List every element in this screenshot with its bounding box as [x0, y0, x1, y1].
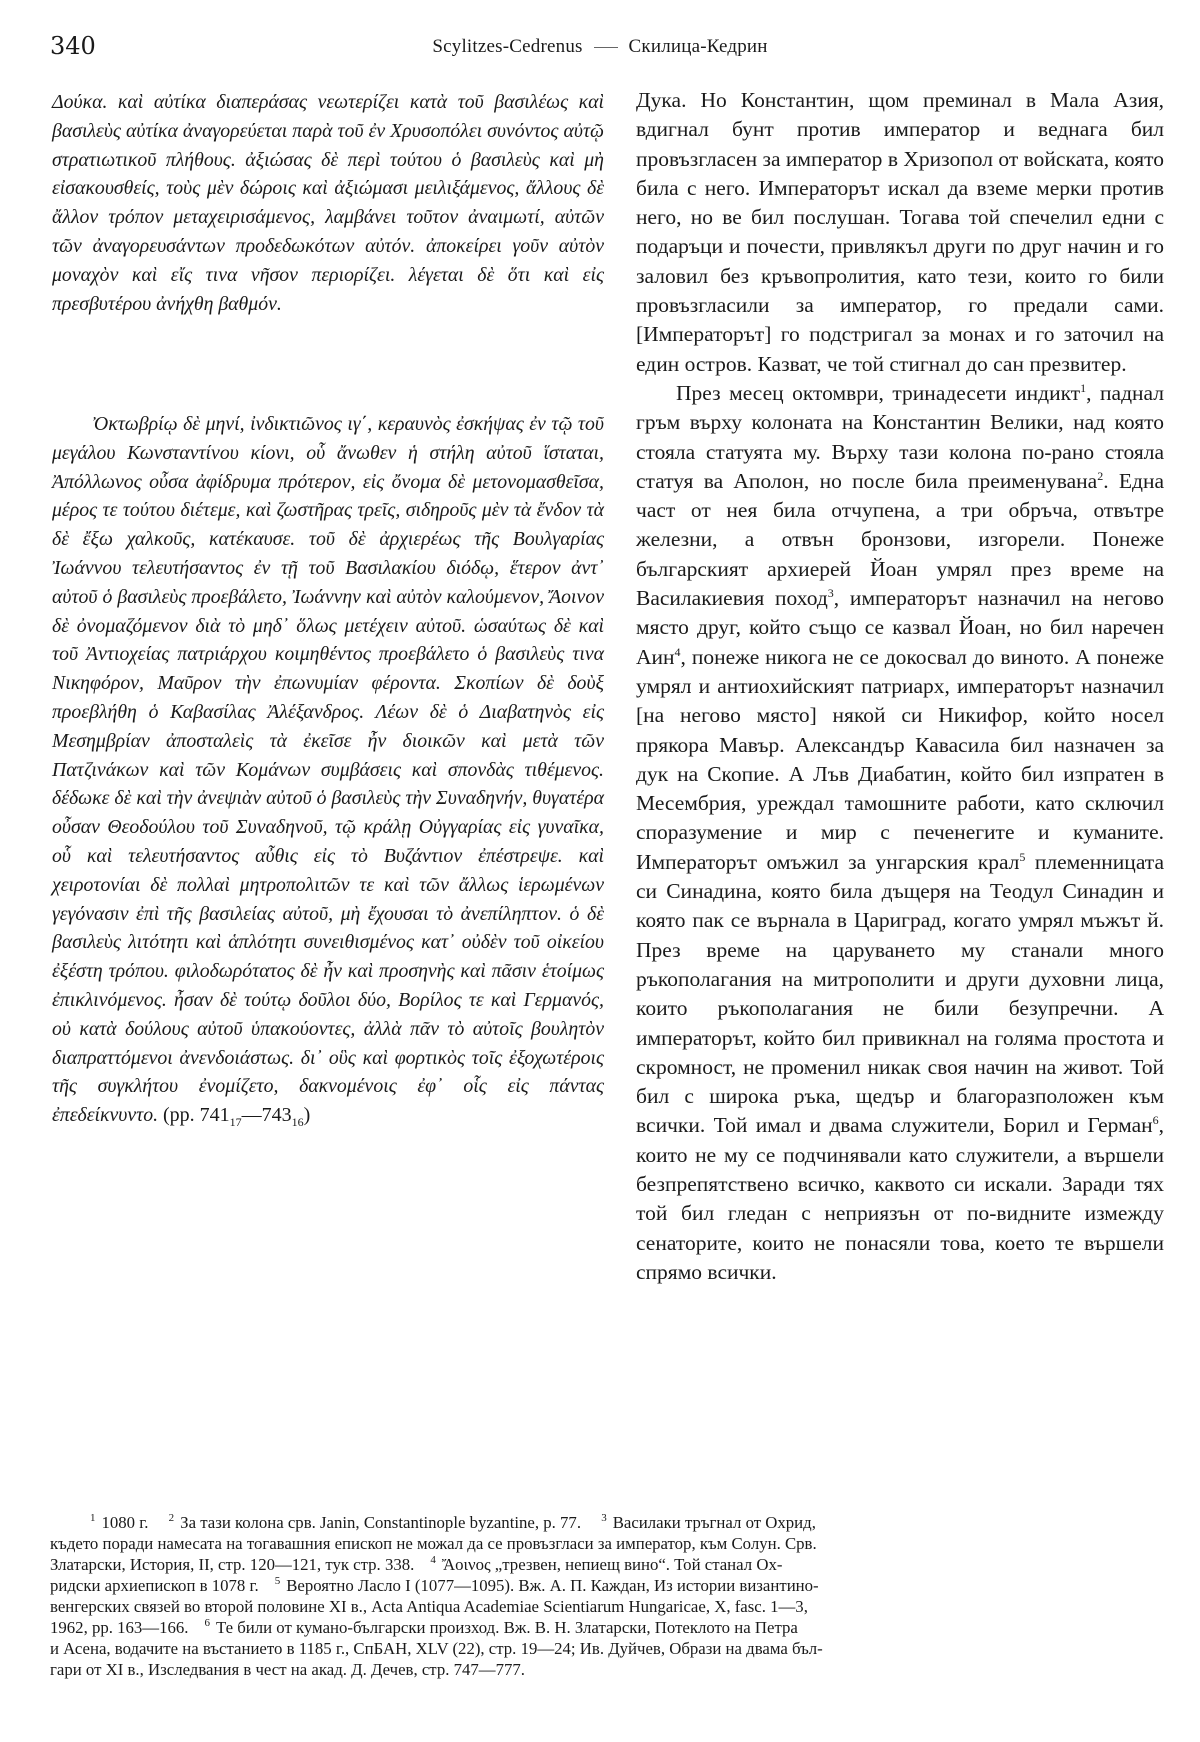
greek-citation: (pp. $741_{17}—743_{16}$) [163, 1104, 311, 1130]
footnote-line: $^1$ 1080 г. $^2$ За тази колона срв. Janin, Constantinople byzantine, p. 77. $^3$ Василаки тръгнал от Охрид, [90, 1512, 816, 1532]
footnote-line: където поради намесата на тогавашния епископ не можал да се провъзгласи за император, към Солун. Срв. [50, 1534, 817, 1553]
footnote-line: гари от XI в., Изследвания в чест на акад. Д. Дечев, стр. 747—777. [50, 1660, 525, 1679]
bulgarian-column [636, 86, 1164, 1287]
footnote-marker: 1 [1080, 380, 1087, 395]
footnote-number: 5 [274, 1575, 281, 1588]
footnote-marker: 2 [1097, 468, 1104, 483]
running-head-latin: Scylitzes-Cedrenus [432, 36, 583, 57]
footnote-marker: 4 [674, 644, 681, 659]
page-number: 340 [50, 32, 96, 60]
footnote-number: 1 [90, 1512, 96, 1525]
footnote-line: венгерских связей во второй половине XI в., Acta Antiqua Academiae Scientiarum Hungaricae, X, fasc. 1—3, [50, 1597, 808, 1616]
footnote-marker: 3 [827, 585, 834, 600]
page-header [50, 28, 1150, 68]
greek-paragraph-2 [52, 410, 604, 1137]
running-head-separator [594, 47, 618, 48]
footnote-number: 2 [168, 1512, 175, 1525]
greek-text-1: Δούκα. καὶ αὐτίκα διαπεράσας νεωτερίζει κατὰ τοῦ βασιλέως καὶ βασιλεὺς αὐτίκα ἀναγορεύεται παρὰ τοῦ ἐν Χρυσοπόλει συνόντος αὐτῷ στρατιωτικοῦ πλήθους. ἀξιώσας δὲ περὶ τούτου ὁ βασιλεὺς καὶ μὴ εἰσακουσθείς, τοὺς μὲν δώροις καὶ ἀξιώμασι μειλιξάμενος, ἄλλους δὲ ἄλλον τρόπον μεταχειρισάμενος, λαμβάνει τοῦτον ἀναιμωτί, αὐτῶν τῶν ἀναγορευσάντων προδεδωκότων αὐτόν. ἀποκείρει γοῦν αὐτὸν μοναχὸν καὶ εἴς τινα νῆσον περιορίζει. λέγεται δὲ ὅτι καὶ εἰς πρεσβυτέρου ἀνήχθη βαθμόν. [52, 91, 604, 315]
bulgarian-text-2: През месец октомври, тринадесети индикт$^1$, паднал гръм върху колоната на Константин Велики, над която стояла статуята му. Върху тази колона по-рано стояла статуя ва Аполон, но после била преименувана$^2$. Една част от нея била отчупена, а три обръча, отвътре железни, а отвън бронзови, изгорели. Понеже българският архиерей Йоан умрял през време на Василакиевия поход$^3$, императорът назначил на негово място друг, който също се казвал Йоан, но бил наречен Аин$^4$, понеже никога не се докосвал до виното. А понеже умрял и антиохийският патриарх, императорът назначил [на негово място] някой си Никифор, който носел прякора Мавър. Александър Кавасила бил назначен за дук на Скопие. А Лъв Диабатин, който бил изпратен в Месембрия, уреждал тамошните работи, като сключил споразумение и мир с печенегите и куманите. Императорът омъжил за унгарския крал$^5$ племенницата си Синадина, която била дъщеря на Теодул Синадин и която пак се върнала в Цариград, когато умрял мъжът й. През време на царуването му станали много ръкополагания на митрополити и други духовни лица, които ръкополагания не били безупречни. А императорът, който бил привикнал на голяма простота и скромност, не променил никак своя начин на живот. Той бил с широка ръка, щедър и благоразположен към всички. Той имал и двама служители, Борил и Герман$^6$, които не му се подчинявали като служители, а вършели безпрепятствено всичко, каквото си искали. Заради тях той бил гледан с неприязън от по-видните измежду сенаторите, които не понасяли това, което те вършели спрямо всички. [636, 380, 1165, 1284]
footnote-line: ридски архиепископ в 1078 г. $^5$ Вероятно Ласло I (1077—1095). Вж. А. П. Каждан, Из истории византино- [50, 1575, 819, 1595]
footnote-marker: 6 [1152, 1113, 1159, 1128]
footnote-line: и Асена, водачите на въстанието в 1185 г., СпБАН, XLV (22), стр. 19—24; Ив. Дуйчев, Образи на двама бъл- [50, 1639, 823, 1658]
running-head [50, 36, 1150, 58]
footnote-line: Златарски, История, II, стр. 120—121, тук стр. 338. $^4$ Ἄοινος „трезвен, непиещ вино“. Той станал Ох- [50, 1554, 783, 1574]
greek-paragraph-1 [52, 88, 604, 318]
footnotes [50, 1512, 1154, 1680]
greek-text-2-body: Ὀκτωβρίῳ δὲ μηνί, ἰνδικτιῶνος ιγ΄, κεραυνὸς ἐσκήψας ἐν τῷ τοῦ μεγάλου Κωνσταντίνου κίονι, οὗ ἄνωθεν ἡ στήλη αὐτοῦ ἵσταται, Ἀπόλλωνος οὖσα ἀφίδρυμα πρότερον, εἰς ὄνομα δὲ μετονομασθεῖσα, μέρος τε τούτου διέτεμε, καὶ ζωστῆρας τρεῖς, σιδηροῦς μὲν τὰ ἔνδον τὰ δὲ ἔξω χαλκοῦς, κατέκαυσε. τοῦ δὲ ἀρχιερέως τῆς Βουλγαρίας Ἰωάννου τελευτήσαντος ἐν τῇ τοῦ Βασιλακίου διόδῳ, ἕτερον ἀντ᾿ αὐτοῦ ὁ βασιλεὺς προεβάλετο, Ἰωάννην καὶ αὐτὸν καλούμενον, Ἄοινον δὲ ὀνομαζόμενον διὰ τὸ μηδ᾿ ὅλως μετέχειν αὐτοῦ. ὡσαύτως δὲ καὶ τοῦ Ἀντιοχείας πατριάρχου κοιμηθέντος προεβάλετο ὁ βασιλεὺς τινα Νικηφόρον, Μαῦρον τὴν ἐπωνυμίαν φέροντα. Σκοπίων δὲ δοὺξ προεβλήθη ὁ Καβασίλας Ἀλέξανδρος. Λέων δὲ ὁ Διαβατηνὸς εἰς Μεσημβρίαν ἀποσταλεὶς τὰ ἐκεῖσε ἦν διοικῶν καὶ μετὰ τῶν Πατζινάκων καὶ τῶν Κομάνων συμβάσεις καὶ σπονδὰς τιθέμενος. δέδωκε δὲ καὶ τὴν ἀνεψιὰν αὐτοῦ ὁ βασιλεὺς τὴν Συναδηνήν, θυγατέρα οὖσαν Θεοδούλου τοῦ Συναδηνοῦ, τῷ κράλῃ Οὐγγαρίας εἰς γυναῖκα, οὗ καὶ τελευτήσαντος αὖθις εἰς τὸ Βυζάντιον ἐπέστρεψε. καὶ χειροτονίαι δὲ πολλαὶ μητροπολιτῶν τε καὶ τῶν ἄλλως ἱερωμένων γεγόνασιν ἐπὶ τῆς βασιλείας αὐτοῦ, μὴ ἔχουσαι τὸ ἀνεπίληπτον. ὁ δὲ βασιλεὺς λιτότητι καὶ ἁπλότητι συνειθισμένος κατ᾿ οὐδὲν τοῦ οἰκείου ἐξέστη τρόπου. φιλοδωρότατος δὲ ἦν καὶ προσηνὴς καὶ πᾶσιν ἑτοίμως ἐπικλινόμενος. ἦσαν δὲ τούτῳ δοῦλοι δύο, Βορίλος τε καὶ Γερμανός, οὐ κατὰ δούλους αὐτοῦ ὑπακούοντες, ἀλλὰ πᾶν τὸ αὐτοῖς βουλητὸν διαπραττόμενοι ἀνενδοιάστως. δι᾿ οὓς καὶ φορτικὸς τοῖς ἐξοχωτέροις τῆς συγκλήτου ἐνομίζετο, δακνομένοις ἐφ᾿ οἷς εἰς πάντας ἐπεδείκνυντο. [52, 413, 604, 1127]
footnote-marker: 5 [1019, 849, 1026, 864]
footnote-number: 4 [430, 1554, 436, 1567]
footnote-number: 3 [601, 1512, 607, 1525]
greek-text-2 [52, 410, 604, 1137]
bulgarian-text-1: Дука. Но Константин, щом преминал в Мала Азия, вдигнал бунт против император и веднага бил провъзгласен за император в Хризопол от войската, която била с него. Императорът искал да вземе мерки против него, но ве бил послушан. Тогава той спечелил едни с подаръци и почести, привлякъл други по друг начин и го заловил без кръвопролития, като тези, които го били провъзгласили за император, го предали сами. [Императорът] го подстригал за монах и го заточил на един остров. Казват, че той стигнал до сан презвитер. [636, 88, 1164, 376]
footnote-number: 6 [204, 1617, 210, 1630]
footnote-line: 1962, pp. 163—166. $^6$ Те били от кумано-български произход. Вж. В. Н. Златарски, Потеклото на Петра [50, 1617, 798, 1637]
running-head-cyrillic: Скилица-Кедрин [628, 36, 768, 57]
